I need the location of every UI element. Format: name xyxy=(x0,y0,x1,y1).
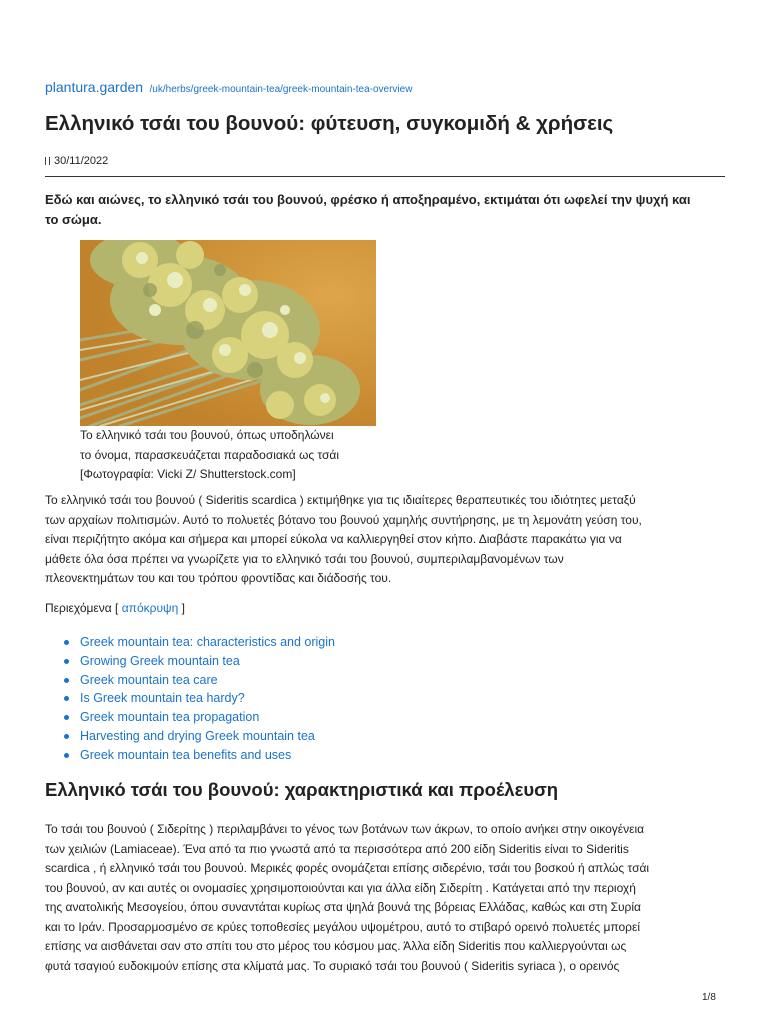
site-path-link[interactable]: /uk/herbs/greek-mountain-tea/greek-mountain-tea-overview xyxy=(149,84,413,95)
section-line: των χειλιών (Lamiaceae). Ένα από τα πιο γνωστά από τα περισσότερα από 200 είδη Sideritis είναι το Sideritis xyxy=(45,841,629,856)
section-paragraph xyxy=(45,820,725,976)
toc-item xyxy=(62,652,335,671)
section-line: φυτά τσαγιού ευδοκιμούν επίσης στα κλίματά μας. Το συριακό τσάι του βουνού ( Sideritis syriaca ), ο ορεινός xyxy=(45,958,620,973)
publish-date-text: 30/11/2022 xyxy=(54,155,109,167)
toc-item xyxy=(62,727,335,746)
greek-mountain-tea-photo xyxy=(80,240,376,426)
intro-line: μάθετε όλα όσα πρέπει να γνωρίζετε για το ελληνικό τσάι του βουνού, συμπεριλαμβανομένων των xyxy=(45,551,564,566)
intro-line: πλεονεκτημάτων του και του τρόπου φροντίδας και διάδοσής του. xyxy=(45,571,392,585)
calendar-icon xyxy=(45,157,50,165)
bullet-icon xyxy=(64,753,69,758)
caption-line: [Φωτογραφία: Vicki Z/ Shutterstock.com] xyxy=(80,467,296,481)
toc-item xyxy=(62,671,335,690)
table-of-contents-header xyxy=(45,601,185,615)
toc-item xyxy=(62,689,335,708)
toc-link[interactable]: Greek mountain tea: characteristics and origin xyxy=(80,635,335,649)
toc-link[interactable]: Is Greek mountain tea hardy? xyxy=(80,691,245,706)
publish-date xyxy=(45,155,108,167)
intro-line: των αρχαίων πολιτισμών. Αυτό το πολυετές βότανο του βουνού χαμηλής συντήρησης, με τη λεμονάτη γεύση του, xyxy=(45,512,642,527)
site-link[interactable]: plantura.garden xyxy=(45,79,144,95)
photo-caption xyxy=(80,426,380,485)
toc-link[interactable]: Greek mountain tea propagation xyxy=(80,710,260,725)
section-line: scardica , ή ελληνικό τσάι του βουνού. Μερικές φορές ονομάζεται επίσης σιδερένιο, τσάι του βοσκού ή απλώς τσάι xyxy=(45,861,650,875)
toc-link[interactable]: Harvesting and drying Greek mountain tea xyxy=(80,728,315,743)
toc-label: Περιεχόμενα [ xyxy=(45,601,119,615)
section-line: και το Ιράν. Προσαρμοσμένο σε κρύες τοποθεσίες μεγάλου υψομέτρου, αυτό το στιβαρό ορεινό πολυετές μπορεί xyxy=(45,919,640,934)
toc-item xyxy=(62,633,335,652)
toc-item xyxy=(62,708,335,727)
toc-link[interactable]: Growing Greek mountain tea xyxy=(80,653,240,668)
source-url xyxy=(45,79,412,97)
page-number: 1/8 xyxy=(702,992,716,1003)
section-line: της ανατολικής Μεσογείου, όπου συναντάται κυρίως στα ψηλά βουνά της βόρειας Ελλάδας, καθώς και στη Συρία xyxy=(45,900,641,914)
table-of-contents xyxy=(62,633,335,765)
title-divider xyxy=(45,176,725,177)
bullet-icon xyxy=(64,659,69,664)
lead-paragraph xyxy=(45,190,725,229)
lead-line: το σώμα. xyxy=(45,211,102,227)
caption-line: Το ελληνικό τσάι του βουνού, όπως υποδηλώνει xyxy=(80,428,334,442)
page-title: Ελληνικό τσάι του βουνού: φύτευση, συγκομιδή & χρήσεις xyxy=(45,112,614,135)
bullet-icon xyxy=(64,640,69,645)
caption-line: το όνομα, παρασκευάζεται παραδοσιακά ως τσάι xyxy=(80,447,340,462)
intro-paragraph xyxy=(45,491,725,589)
toc-close-bracket: ] xyxy=(181,601,185,615)
toc-link[interactable]: Greek mountain tea benefits and uses xyxy=(80,747,292,762)
toc-item xyxy=(62,746,335,765)
bullet-icon xyxy=(64,715,69,720)
intro-line: Το ελληνικό τσάι του βουνού ( Sideritis scardica ) εκτιμήθηκε για τις ιδιαίτερες θεραπευτικές του ιδιότητες μεταξύ xyxy=(45,493,636,507)
dried-herb-bundle-image xyxy=(80,240,376,426)
bullet-icon xyxy=(64,678,69,683)
section-line: του βουνού, αν και αυτές οι ονομασίες χρησιμοποιούνται και για άλλα είδη Σιδερίτη . Κατάγεται από την περιοχή xyxy=(45,880,636,895)
section-heading: Ελληνικό τσάι του βουνού: χαρακτηριστικά και προέλευση xyxy=(45,779,559,800)
toc-link[interactable]: Greek mountain tea care xyxy=(80,672,218,687)
intro-line: είναι περιζήτητο ακόμα και σήμερα και μπορεί εύκολα να καλλιεργηθεί στον κήπο. Διαβάστε παρακάτω για να xyxy=(45,532,622,546)
section-line: Το τσάι του βουνού ( Σιδερίτης ) περιλαμβάνει το γένος των βοτάνων των άκρων, το οποίο ανήκει στην οικογένεια xyxy=(45,822,645,836)
section-line: επίσης να αισθάνεται σαν στο σπίτι του στο μέρος του κόσμου μας. Άλλα είδη Sideritis που καλλιεργούνται ως xyxy=(45,939,627,953)
lead-line: Εδώ και αιώνες, το ελληνικό τσάι του βουνού, φρέσκο ή αποξηραμένο, εκτιμάται ότι ωφελεί την ψυχή και xyxy=(45,192,691,207)
bullet-icon xyxy=(64,734,69,739)
toc-toggle-link[interactable]: απόκρυψη xyxy=(121,601,179,615)
bullet-icon xyxy=(64,696,69,701)
